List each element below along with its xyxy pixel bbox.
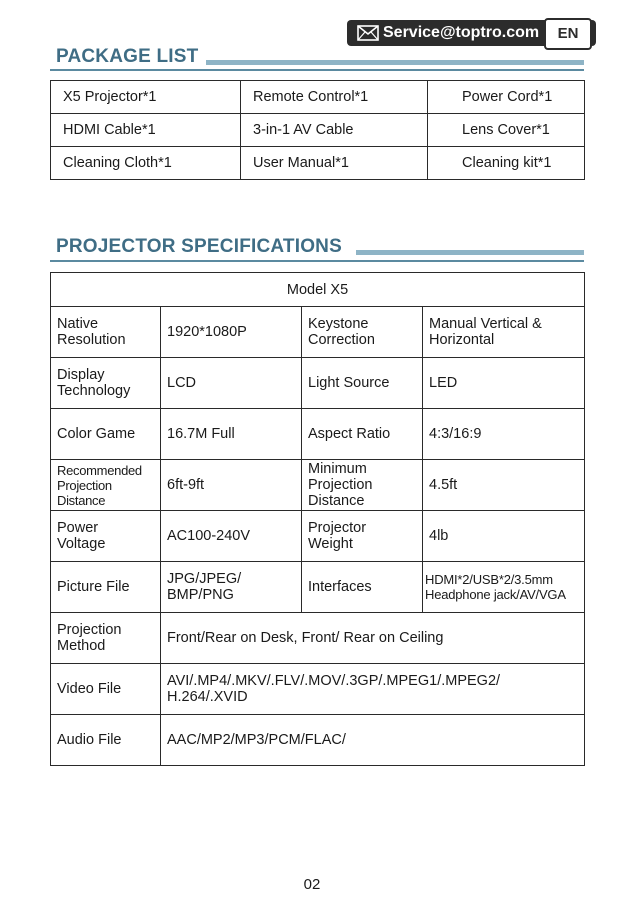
- model-name: Model X5: [51, 273, 585, 307]
- table-row: [51, 147, 585, 180]
- package-item: Remote Control*1: [241, 81, 428, 114]
- page-number: 02: [303, 876, 321, 893]
- spec-label: Light Source: [302, 358, 423, 409]
- spec-value: Manual Vertical & Horizontal: [423, 307, 585, 358]
- package-item: Cleaning Cloth*1: [51, 147, 241, 180]
- spec-value: LED: [423, 358, 585, 409]
- table-row: [51, 562, 585, 613]
- package-item: Cleaning kit*1: [428, 147, 585, 180]
- specifications-table: [50, 272, 585, 766]
- spec-label: Power Voltage: [51, 511, 161, 562]
- title-rule: [356, 250, 584, 255]
- package-list-table: [50, 80, 585, 180]
- spec-value: 4:3/16:9: [423, 409, 585, 460]
- table-row: [51, 358, 585, 409]
- table-row: [51, 664, 585, 715]
- spec-value: AC100-240V: [161, 511, 302, 562]
- spec-label: Minimum Projection Distance: [302, 460, 423, 511]
- package-item: Lens Cover*1: [428, 114, 585, 147]
- language-badge[interactable]: EN: [544, 18, 592, 50]
- package-item: HDMI Cable*1: [51, 114, 241, 147]
- spec-value: 1920*1080P: [161, 307, 302, 358]
- spec-value: 4lb: [423, 511, 585, 562]
- spec-label: Projection Method: [51, 613, 161, 664]
- table-row: [51, 613, 585, 664]
- spec-label: Video File: [51, 664, 161, 715]
- title-underline: [50, 69, 584, 71]
- spec-label: Interfaces: [302, 562, 423, 613]
- table-row: [51, 460, 585, 511]
- spec-label: Audio File: [51, 715, 161, 766]
- spec-label: Display Technology: [51, 358, 161, 409]
- table-row: [51, 715, 585, 766]
- table-row: [51, 114, 585, 147]
- spec-value: LCD: [161, 358, 302, 409]
- spec-label: Keystone Correction: [302, 307, 423, 358]
- spec-label: Picture File: [51, 562, 161, 613]
- title-rule: [206, 60, 584, 65]
- package-item: 3-in-1 AV Cable: [241, 114, 428, 147]
- spec-label: Color Game: [51, 409, 161, 460]
- spec-label: Aspect Ratio: [302, 409, 423, 460]
- title-underline: [50, 260, 584, 262]
- table-row: [51, 511, 585, 562]
- table-row: [51, 409, 585, 460]
- spec-value: HDMI*2/USB*2/3.5mm Headphone jack/AV/VGA: [423, 562, 585, 613]
- spec-value: AAC/MP2/MP3/PCM/FLAC/: [161, 715, 585, 766]
- spec-value: 16.7M Full: [161, 409, 302, 460]
- package-list-title: PACKAGE LIST: [56, 46, 199, 67]
- service-badge: [347, 20, 596, 46]
- package-item: User Manual*1: [241, 147, 428, 180]
- spec-value: 6ft-9ft: [161, 460, 302, 511]
- table-row: [51, 273, 585, 307]
- package-item: Power Cord*1: [428, 81, 585, 114]
- package-item: X5 Projector*1: [51, 81, 241, 114]
- mail-icon: [357, 25, 379, 41]
- spec-label: Projector Weight: [302, 511, 423, 562]
- specifications-title: PROJECTOR SPECIFICATIONS: [56, 236, 342, 257]
- service-email[interactable]: Service@toptro.com: [383, 24, 540, 41]
- spec-value: JPG/JPEG/ BMP/PNG: [161, 562, 302, 613]
- table-row: [51, 307, 585, 358]
- spec-value: 4.5ft: [423, 460, 585, 511]
- spec-value: AVI/.MP4/.MKV/.FLV/.MOV/.3GP/.MPEG1/.MPEG2/ H.264/.XVID: [161, 664, 585, 715]
- spec-value: Front/Rear on Desk, Front/ Rear on Ceiling: [161, 613, 585, 664]
- spec-label: Native Resolution: [51, 307, 161, 358]
- table-row: [51, 81, 585, 114]
- spec-label: Recommended Projection Distance: [51, 460, 161, 511]
